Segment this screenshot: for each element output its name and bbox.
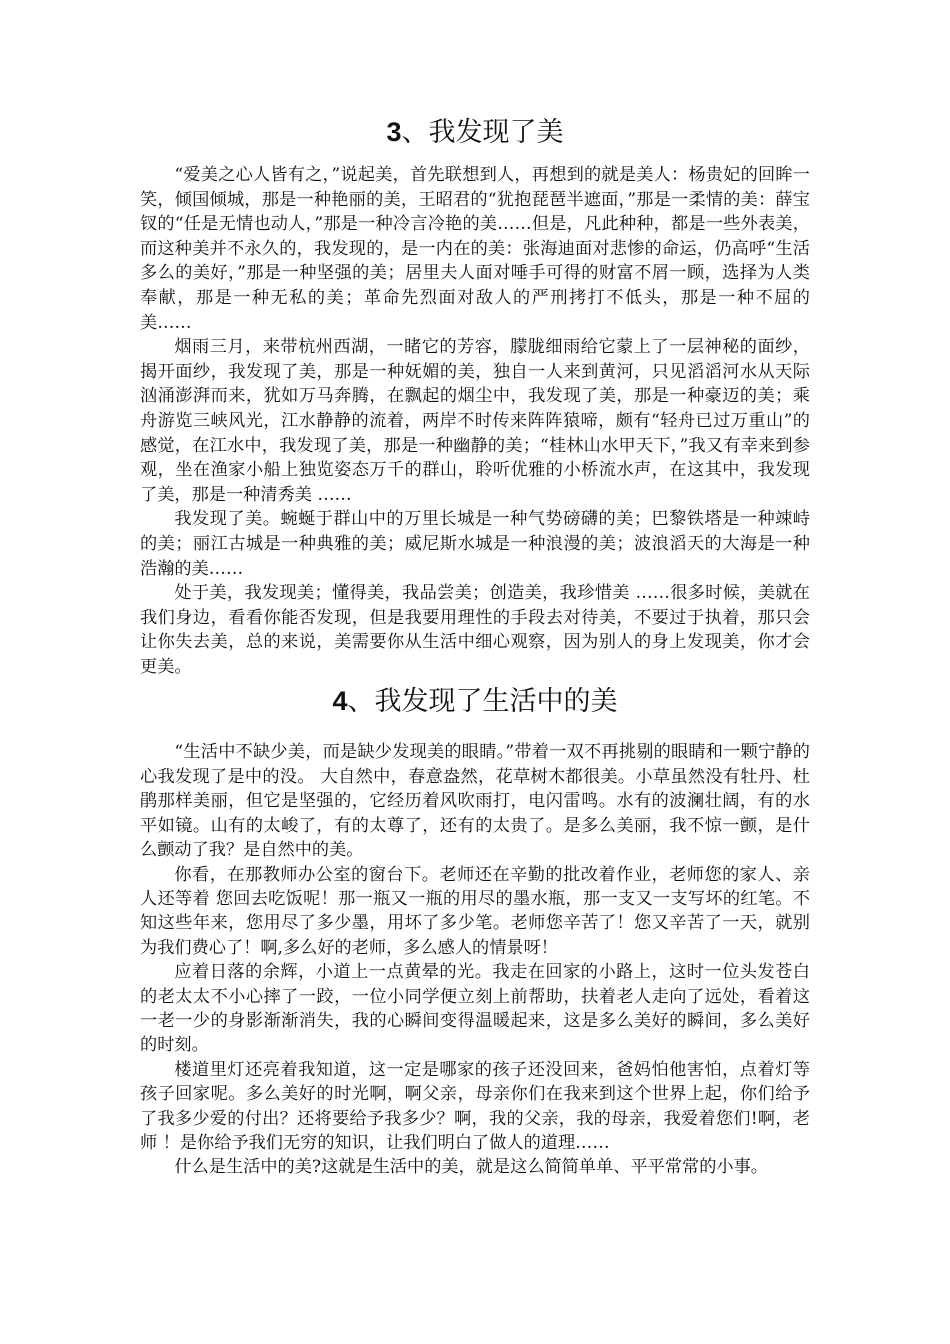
paragraph: 你看，在那教师办公室的窗台下。老师还在辛勤的批改着作业，老师您的家人、亲人还等着 您回去吃饭呢！那一瓶又一瓶的用尽的墨水瓶，那一支又一支写坏的红笔。不知这些年来，您用尽了多少墨，用坏了多少笔。老师您辛苦了！您又辛苦了一天，就别为我们费心了！啊,多么好的老师，多么感人的情景呀！ xyxy=(140,864,810,958)
paragraph: 楼道里灯还亮着我知道，这一定是哪家的孩子还没回来，爸妈怕他害怕，点着灯等孩子回家呢。多么美好的时光啊，啊父亲，母亲你们在我来到这个世界上起，你们给予了我多少爱的付出？还将要给予我多少？啊，我的父亲，我的母亲，我爱着您们!啊，老师 ！是你给予我们无穷的知识，让我们明白了做人的道理…… xyxy=(140,1059,810,1153)
paragraph: 什么是生活中的美?这就是生活中的美，就是这么简简单单、平平常常的小事。 xyxy=(174,1157,768,1178)
paragraph: “生活中不缺少美，而是缺少发现美的眼睛。”带着一双不再挑剔的眼睛和一颗宁静的心我发现了是中的没。 大自然中，春意盎然，花草树木都很美。小草虽然没有牡丹、杜鹃那样美丽，但它是坚强的，它经历着风吹雨打，电闪雷鸣。水有的波澜壮阔，有的水平如镜。山有的太峻了，有的太尊了，还有的太贵了。是多么美丽，我不惊一颤，是什么颤动了我？是自然中的美。 xyxy=(140,742,810,861)
section-3-heading xyxy=(140,112,810,153)
paragraph: 烟雨三月，来带杭州西湖，一睹它的芳容，朦胧细雨给它蒙上了一层神秘的面纱，揭开面纱，我发现了美，那是一种妩媚的美，独自一人来到黄河，只见滔滔河水从天际汹涌澎湃而来，犹如万马奔腾，在飘起的烟尘中，我发现了美，那是一种豪迈的美；乘舟游览三峡风光，江水静静的流着，两岸不时传来阵阵猿啼，颇有“轻舟已过万重山”的感觉，在江水中，我发现了美，那是一种幽静的美；“桂林山水甲天下，”我又有幸来到参观，坐在渔家小船上独览姿态万千的群山，聆听优雅的小桥流水声，在这其中，我发现了美，那是一种清秀美 …… xyxy=(140,337,810,505)
section-4 xyxy=(140,681,810,1179)
paragraph: 我发现了美。蜿蜒于群山中的万里长城是一种气势磅礴的美；巴黎铁塔是一种竦峙的美；丽江古城是一种典雅的美；威尼斯水城是一种浪漫的美；波浪滔天的大海是一种浩瀚的美…… xyxy=(140,509,810,579)
section-3-title: 、我发现了美 xyxy=(401,117,564,148)
section-4-title: 、我发现了生活中的美 xyxy=(347,686,618,718)
section-4-number: 4 xyxy=(332,686,348,717)
section-3-number: 3 xyxy=(386,117,402,147)
paragraph: “爱美之心人皆有之，”说起美，首先联想到人，再想到的就是美人：杨贵妃的回眸一笑，倾国倾城，那是一种艳丽的美，王昭君的“犹抱琵琶半遮面，”那是一柔情的美：薛宝钗的“任是无情也动人，”那是一种冷言冷艳的美……但是，凡此种种，都是一些外表美，而这种美并不永久的，我发现的，是一内在的美：张海迪面对悲惨的命运，仍高呼“生活多么的美好，”那是一种坚强的美；居里夫人面对唾手可得的财富不屑一顾，选择为人类奉献，那是一种无私的美；革命先烈面对敌人的严刑拷打不低头，那是一种不屈的美…… xyxy=(140,165,810,333)
paragraph: 应着日落的余辉，小道上一点黄晕的光。我走在回家的小路上，这时一位头发苍白的老太太不小心摔了一跤，一位小同学便立刻上前帮助，扶着老人走向了远处，看着这一老一少的身影渐渐消失，我的心瞬间变得温暖起来，这是多么美好的瞬间，多么美好的时刻。 xyxy=(140,962,810,1056)
section-4-heading xyxy=(140,681,810,722)
paragraph: 处于美，我发现美；懂得美，我品尝美；创造美，我珍惜美 ……很多时候，美就在我们身边，看看你能否发现，但是我要用理性的手段去对待美，不要过于执着，那只会让你失去美，总的来说，美需要你从生活中细心观察，因为别人的身上发现美，你才会更美。 xyxy=(140,583,810,677)
section-3 xyxy=(140,112,810,679)
